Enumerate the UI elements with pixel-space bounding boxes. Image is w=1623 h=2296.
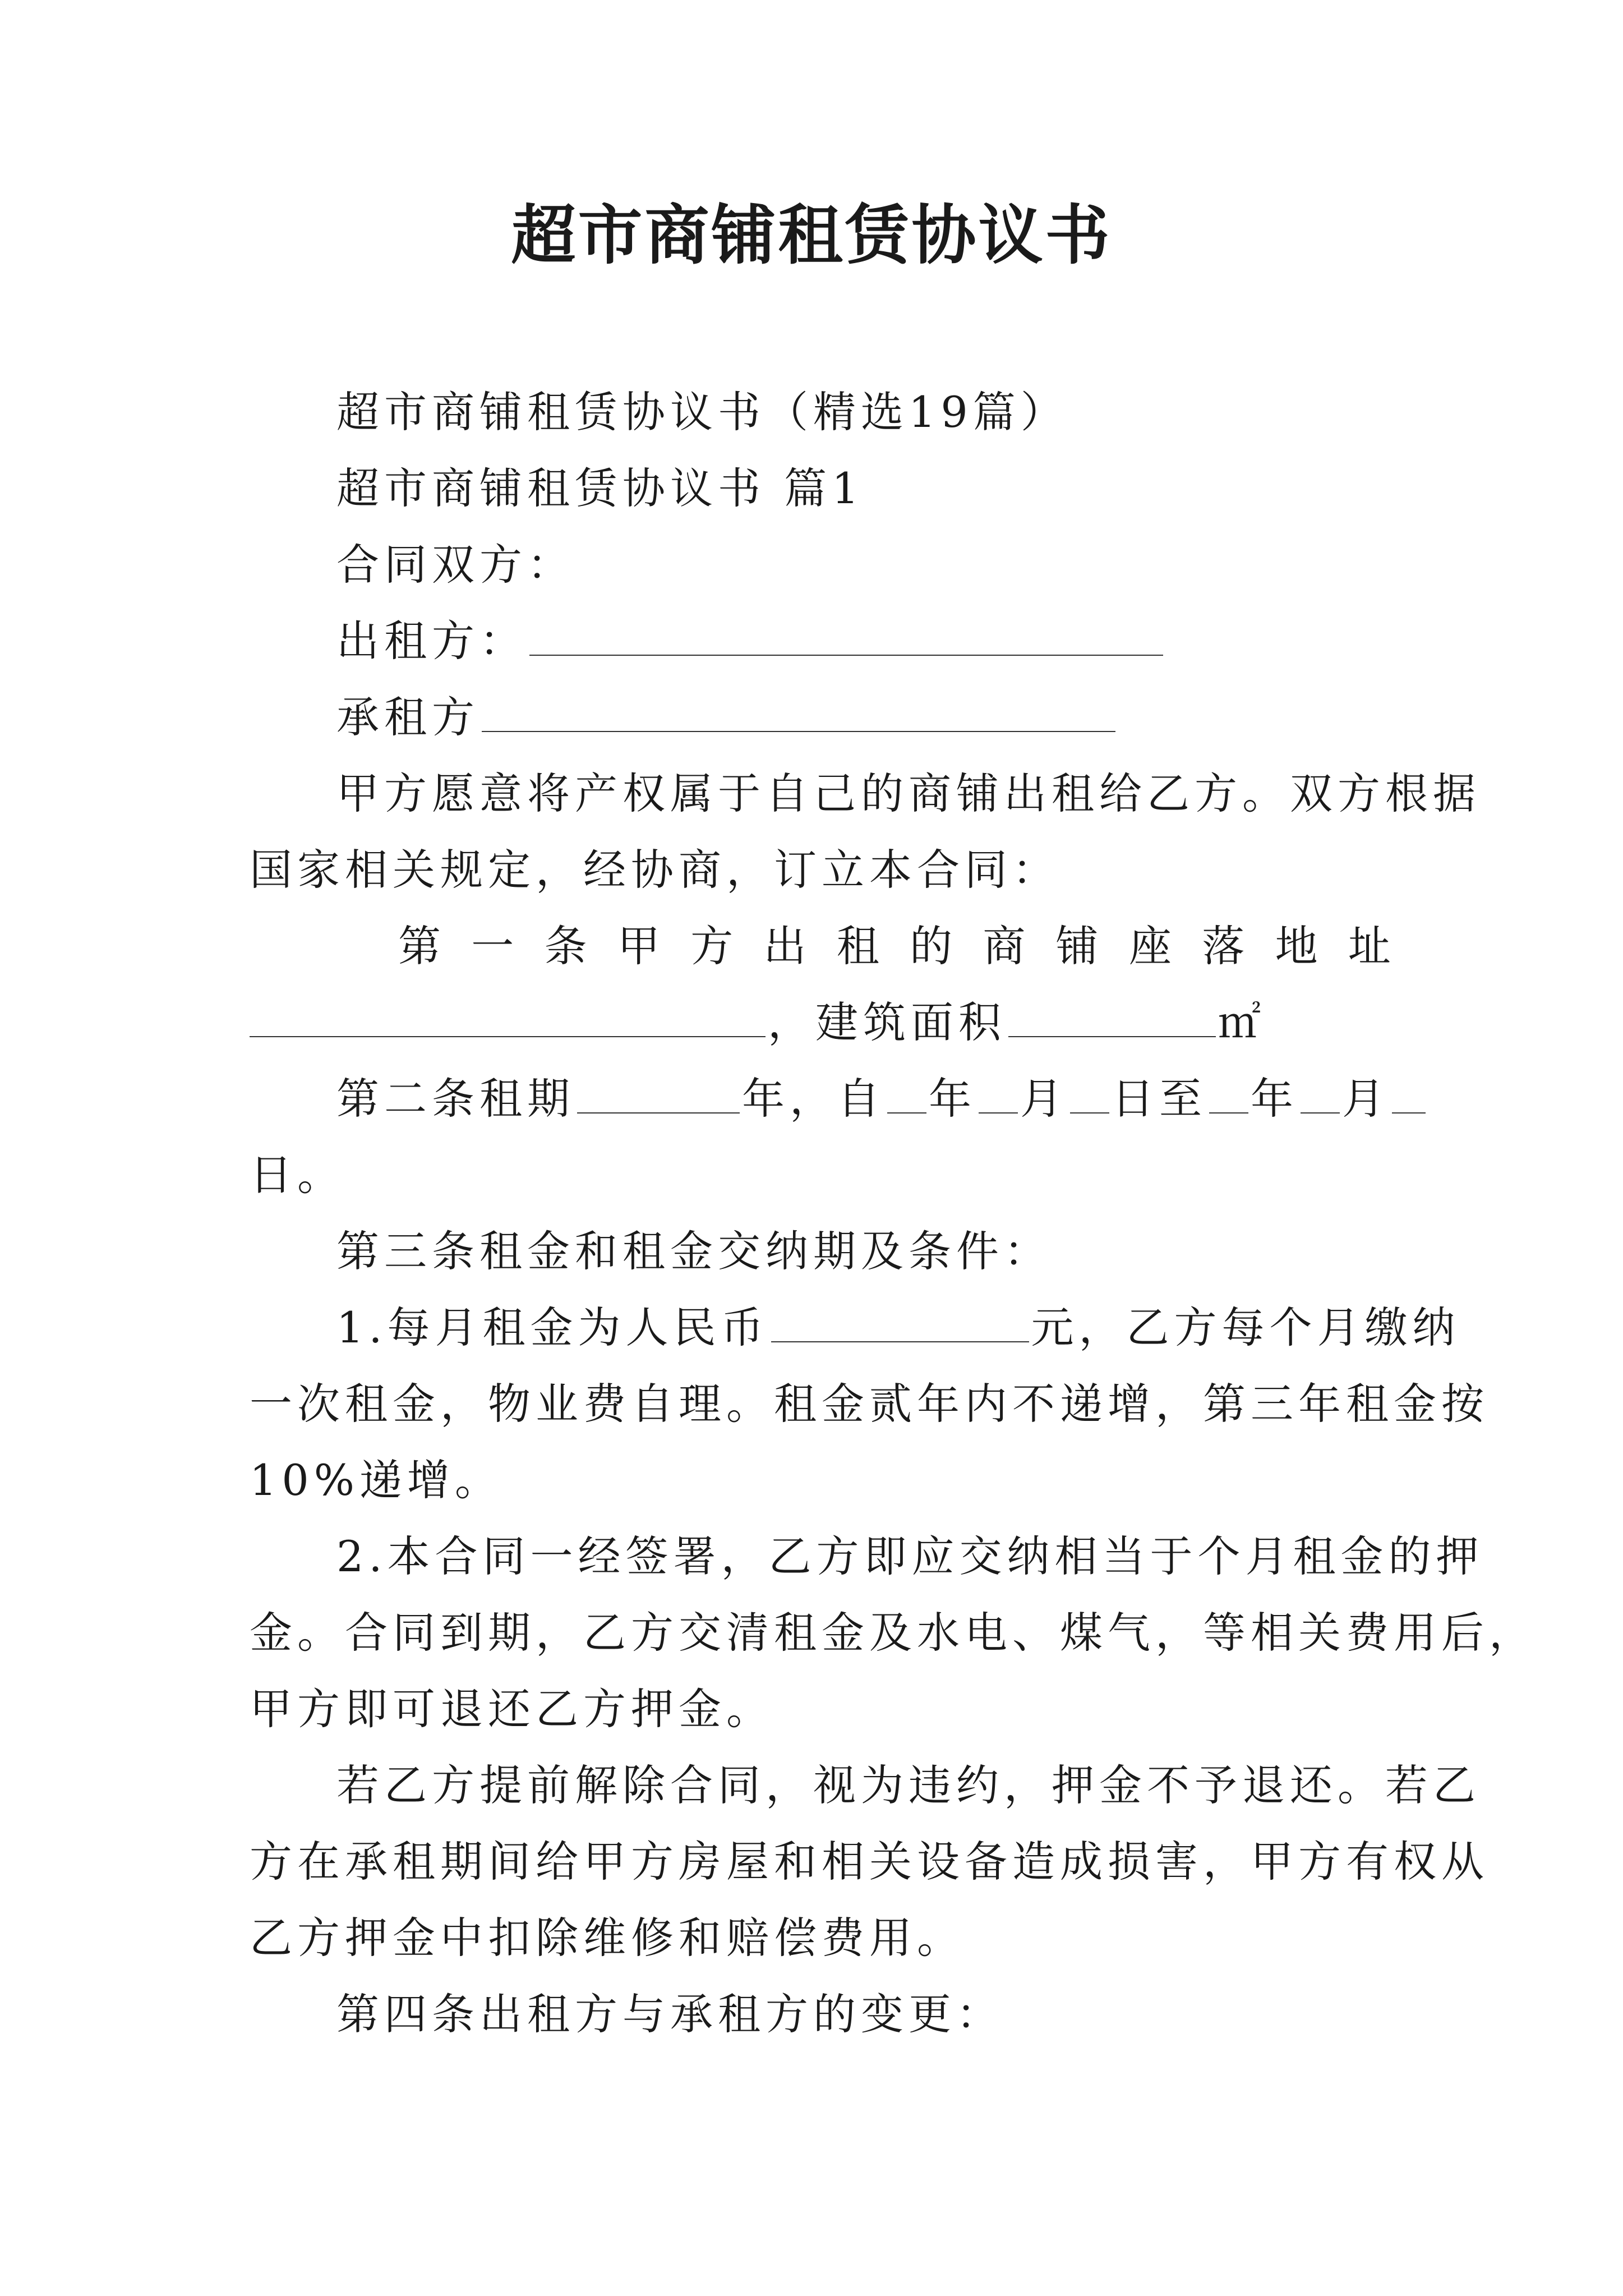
document-title: 超市商铺租赁协议书 [511,197,1112,273]
area-unit: ㎡ [1218,997,1266,1047]
lessee-label: 承租方 [336,692,479,742]
lessee-blank [482,694,1115,732]
start-year-label: 年 [929,1074,976,1124]
article-4-heading: 第四条出租方与承租方的变更： [336,1989,1004,2039]
breach-line-2: 方在承租期间给甲方房屋和相关设备造成损害，甲方有权从 [250,1837,1489,1887]
item-2-line-2: 金。合同到期，乙方交清租金及水电、煤气，等相关费用后， [250,1608,1537,1658]
article-1-line-2 [250,997,1266,1048]
end-month-label: 月 [1342,1074,1390,1124]
item-1-suffix: 元，乙方每个月缴纳 [1031,1303,1460,1352]
section-heading: 超市商铺租赁协议书 篇1 [336,463,864,513]
article-1-char: 条 [544,921,587,971]
article-1-char: 铺 [1055,921,1099,971]
article-1-char: 甲 [617,921,660,971]
breach-line-1: 若乙方提前解除合同，视为违约，押金不予退还。若乙 [336,1760,1481,1810]
end-year-blank [1209,1075,1248,1114]
start-year-blank [887,1075,926,1114]
article-1-char: 落 [1202,921,1245,971]
end-year-label: 年 [1251,1074,1298,1124]
article-1-line-1 [398,921,1391,972]
item-2-line-3: 甲方即可退还乙方押金。 [250,1684,774,1734]
article-1-char: 第 [398,921,441,971]
breach-line-3: 乙方押金中扣除维修和赔偿费用。 [250,1913,965,1963]
lessor-blank [529,618,1163,656]
parties-label: 合同双方： [336,540,575,590]
article-2-year: 年，自 [742,1074,885,1124]
intro-line-2: 国家相关规定，经协商，订立本合同： [250,845,1060,895]
end-day-blank [1392,1075,1426,1114]
item-1-line-1 [336,1303,1460,1353]
item-1-line-2: 一次租金，物业费自理。租金贰年内不递增，第三年租金按 [250,1379,1489,1429]
article-2-prefix: 第二条租期 [336,1074,575,1124]
start-month-label: 月 [1020,1074,1068,1124]
item-1-prefix: 1.每月租金为人民币 [336,1303,769,1352]
lessor-label: 出租方： [336,616,527,666]
article-2-line-2: 日。 [250,1150,345,1200]
area-label: ，建筑面积 [768,997,1006,1047]
start-day-blank [1070,1075,1109,1114]
article-1-char: 商 [983,921,1026,971]
article-1-char: 一 [471,921,514,971]
intro-line-1: 甲方愿意将产权属于自己的商铺出租给乙方。双方根据 [336,769,1481,818]
article-1-char: 租 [836,921,879,971]
article-2-line-1 [336,1074,1428,1124]
to-label: 日至 [1112,1074,1207,1124]
article-1-char: 的 [910,921,953,971]
article-1-char: 地 [1275,921,1318,971]
start-month-blank [979,1075,1018,1114]
term-years-blank [577,1075,740,1114]
article-3-heading: 第三条租金和租金交纳期及条件： [336,1226,1052,1276]
item-2-line-1: 2.本合同一经签署，乙方即应交纳相当于个月租金的押 [336,1531,1484,1581]
item-1-line-3: 10%递增。 [250,1455,502,1505]
article-1-char: 址 [1348,921,1391,971]
rent-amount-blank [771,1304,1029,1342]
area-blank [1008,999,1216,1037]
article-1-char: 座 [1128,921,1172,971]
address-blank [250,999,766,1037]
article-1-char: 出 [763,921,806,971]
end-month-blank [1301,1075,1340,1114]
lessor-line [336,616,1165,666]
article-1-char: 方 [690,921,734,971]
subtitle: 超市商铺租赁协议书（精选19篇） [336,387,1068,437]
lessee-line [336,692,1118,743]
